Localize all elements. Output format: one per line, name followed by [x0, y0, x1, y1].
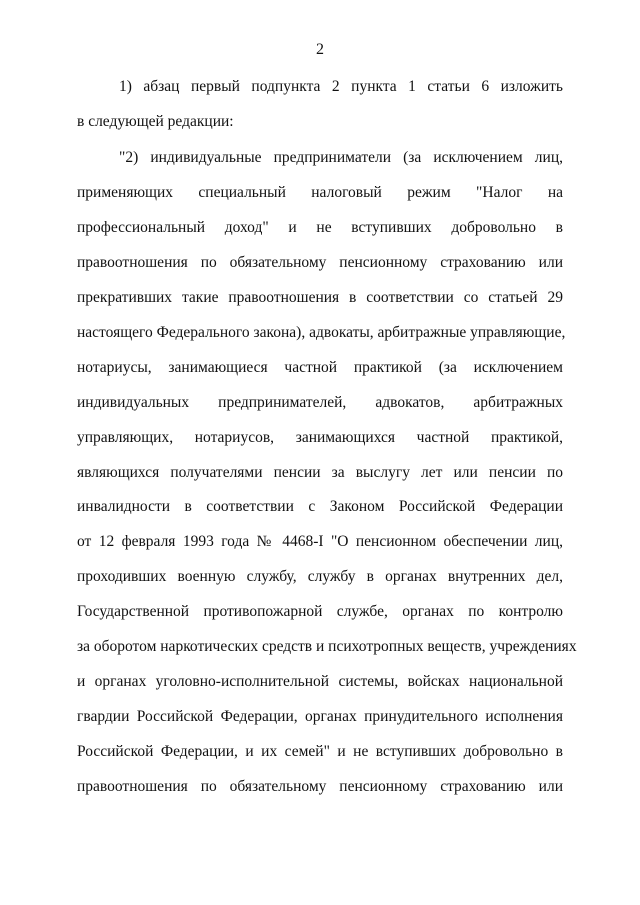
text-line: Государственной противопожарной службе, органах по контролю — [77, 603, 563, 620]
text-line: прекративших такие правоотношения в соответствии со статьей 29 — [77, 289, 563, 306]
text-line: гвардии Российской Федерации, органах принудительного исполнения — [77, 708, 563, 725]
text-line: применяющих специальный налоговый режим "Налог на — [77, 184, 563, 201]
text-line: являющихся получателями пенсии за выслугу лет или пенсии по — [77, 464, 563, 481]
text-line: нотариусы, занимающиеся частной практикой (за исключением — [77, 359, 563, 376]
text-line: "2) индивидуальные предприниматели (за исключением лиц, — [119, 149, 563, 166]
text-line: и органах уголовно-исполнительной системы, войсках национальной — [77, 673, 563, 690]
text-line: индивидуальных предпринимателей, адвокатов, арбитражных — [77, 394, 563, 411]
text-line: за оборотом наркотических средств и психотропных веществ, учреждениях — [77, 638, 577, 655]
text-line: профессиональный доход" и не вступивших добровольно в — [77, 219, 563, 236]
text-line: от 12 февраля 1993 года № 4468-I "О пенсионном обеспечении лиц, — [77, 533, 563, 550]
text-line: в следующей редакции: — [77, 113, 234, 130]
text-line: правоотношения по обязательному пенсионному страхованию или — [77, 254, 563, 271]
page-number: 2 — [316, 41, 324, 58]
text-line: 1) абзац первый подпункта 2 пункта 1 статьи 6 изложить — [119, 78, 563, 95]
text-line: настоящего Федерального закона), адвокаты, арбитражные управляющие, — [77, 324, 566, 341]
text-line: проходивших военную службу, службу в органах внутренних дел, — [77, 568, 563, 585]
text-line: управляющих, нотариусов, занимающихся частной практикой, — [77, 429, 563, 446]
text-line: правоотношения по обязательному пенсионному страхованию или — [77, 778, 563, 795]
text-line: Российской Федерации, и их семей" и не вступивших добровольно в — [77, 743, 563, 760]
text-line: инвалидности в соответствии с Законом Российской Федерации — [77, 498, 563, 515]
